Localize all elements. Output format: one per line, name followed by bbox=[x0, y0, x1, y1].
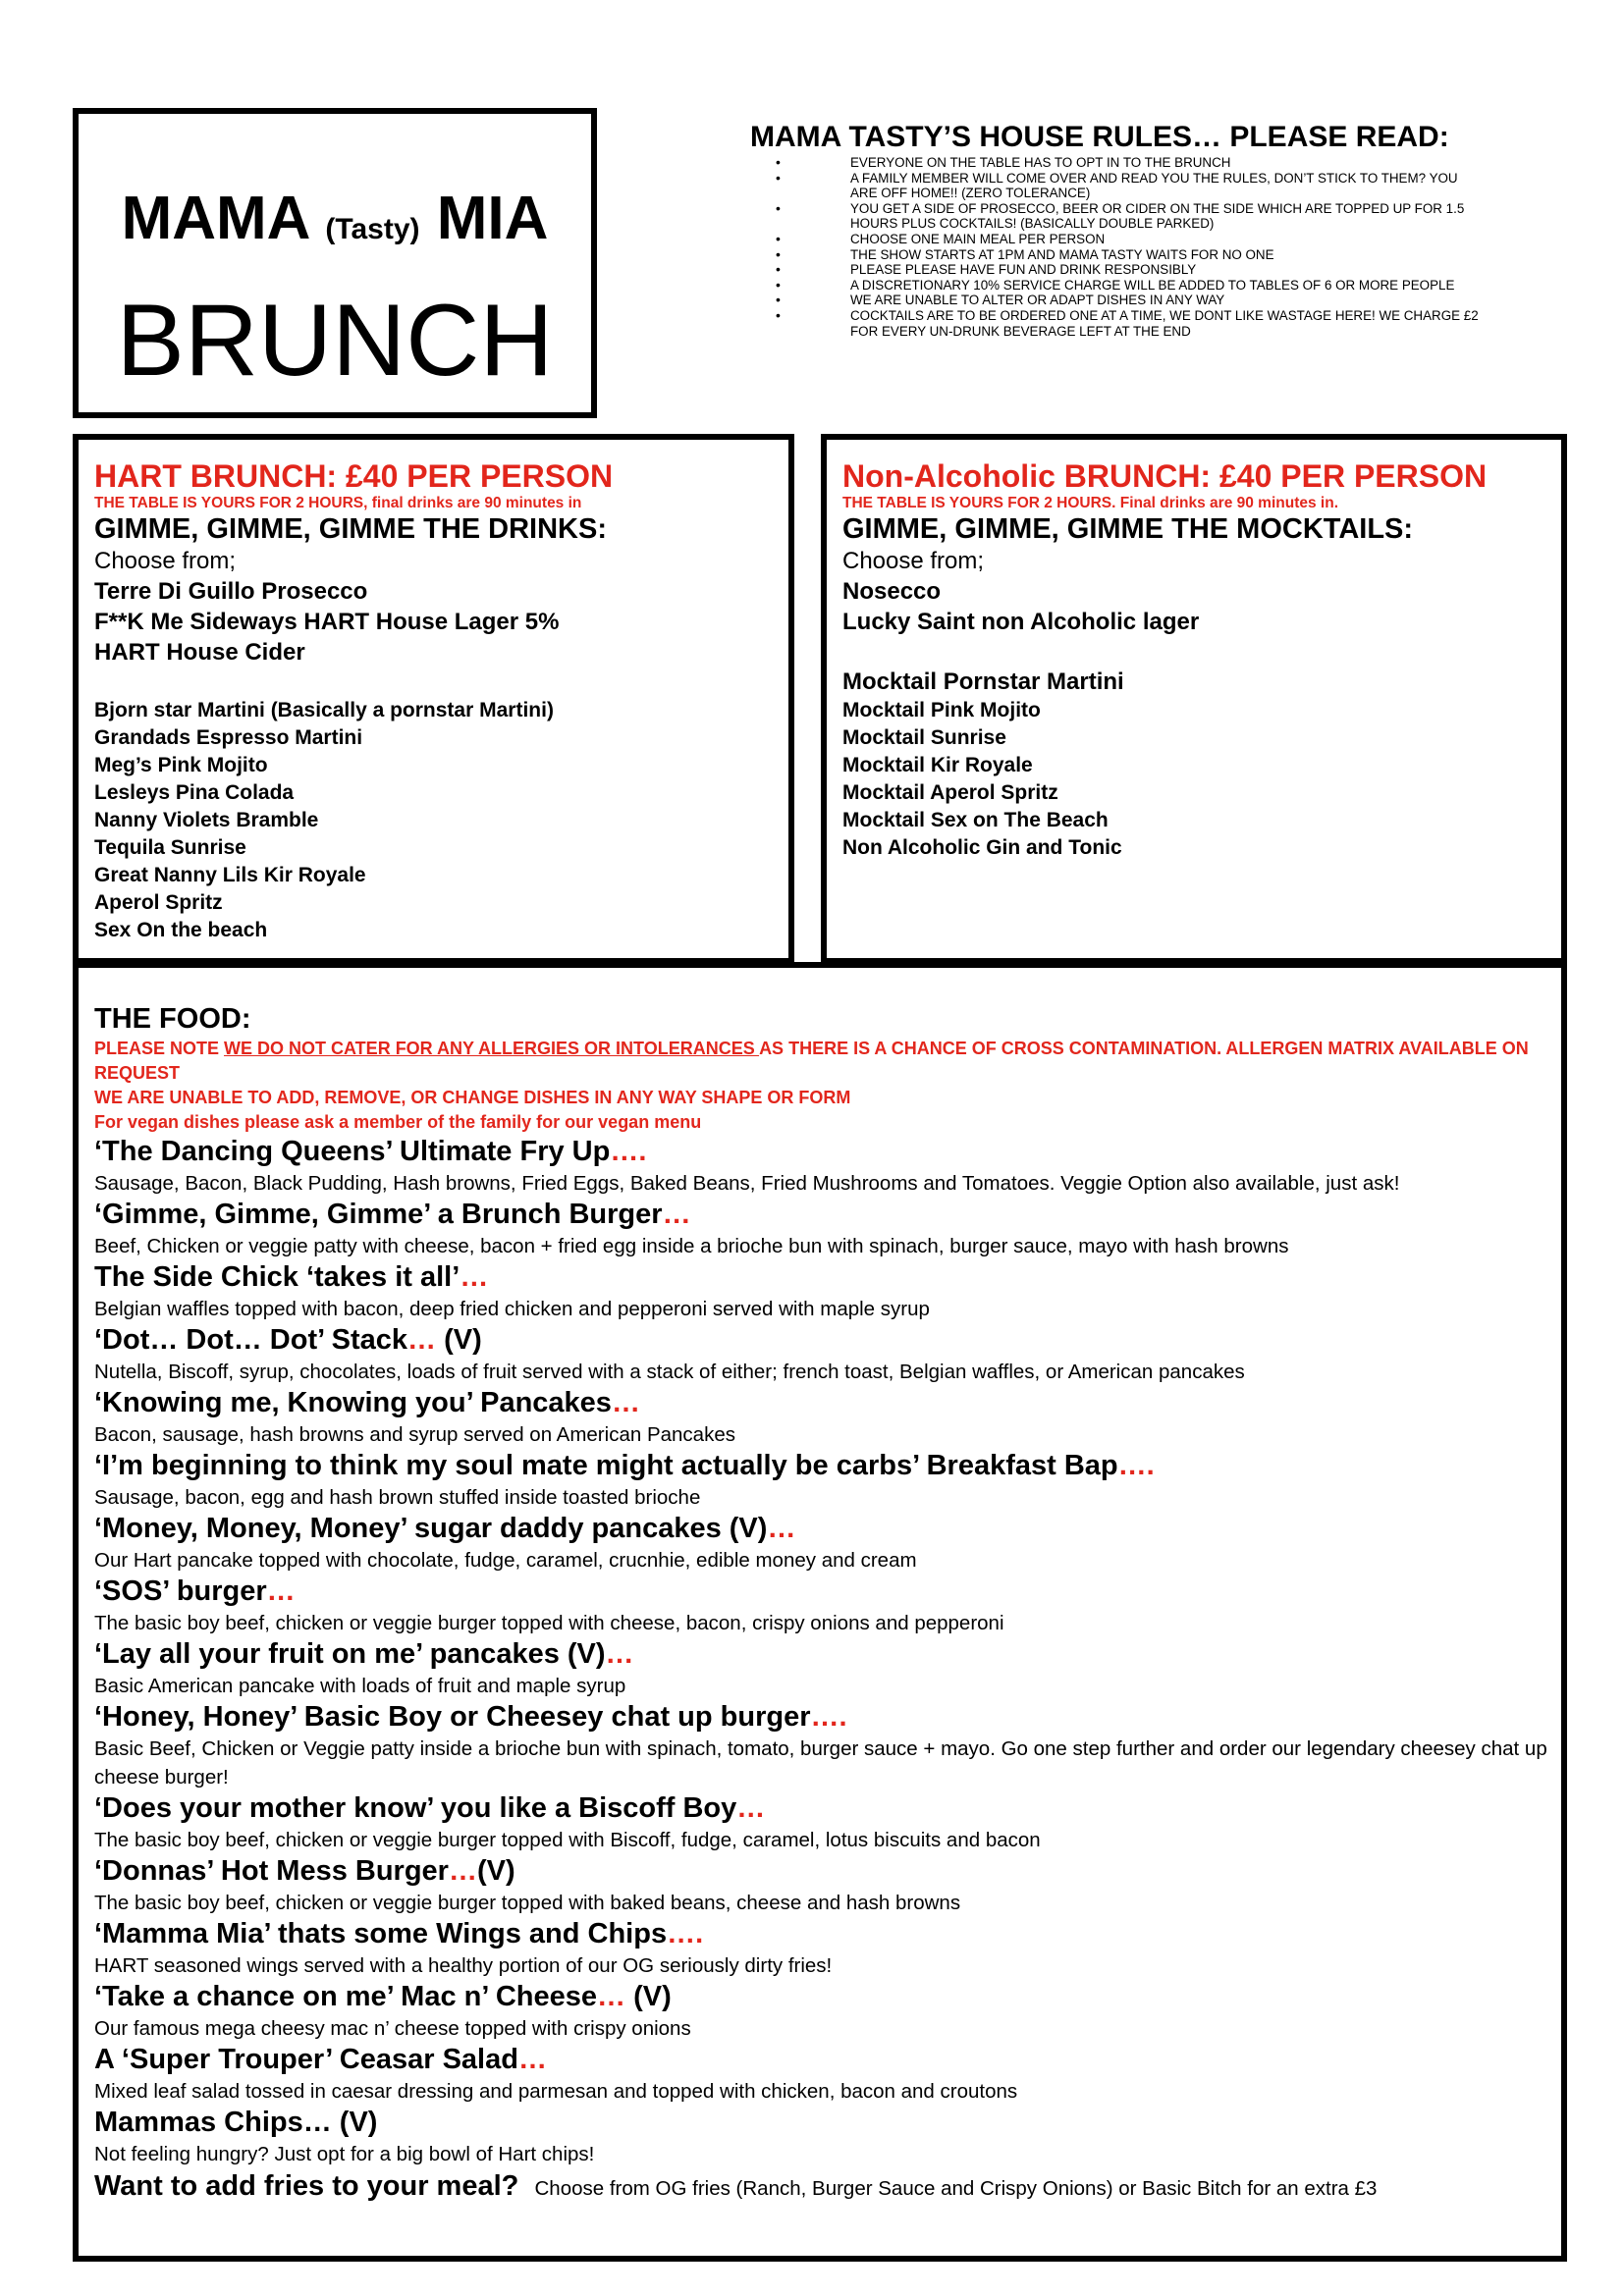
mocktails-title: GIMME, GIMME, GIMME THE MOCKTAILS: bbox=[842, 513, 1414, 545]
dish-title: ‘Donnas’ Hot Mess Burger bbox=[94, 1855, 449, 1887]
dish-description: Basic Beef, Chicken or Veggie patty inside a brioche bun with spinach, tomato, burger sauce + mayo. Go one step further and order our legendary cheesey chat up cheese burger! bbox=[94, 1737, 1547, 1789]
cocktail-item: Aperol Spritz bbox=[94, 891, 223, 914]
title-brunch: BRUNCH bbox=[116, 284, 554, 398]
dish-tag: (V) bbox=[436, 1324, 482, 1356]
mocktails-cocktail-list bbox=[842, 697, 1549, 862]
dish-ellipsis: … bbox=[611, 1387, 640, 1418]
house-rule-item: • A DISCRETIONARY 10% SERVICE CHARGE WILL BE ADDED TO TABLES OF 6 OR MORE PEOPLE bbox=[746, 278, 1479, 294]
cocktail-item: Great Nanny Lils Kir Royale bbox=[94, 864, 366, 886]
house-rule-item: • YOU GET A SIDE OF PROSECCO, BEER OR CIDER ON THE SIDE WHICH ARE TOPPED UP FOR 1.5 HOURS PLUS COCKTAILS! (BASICALLY DOUBLE PARKED) bbox=[746, 201, 1479, 232]
cocktail-item: Lesleys Pina Colada bbox=[94, 781, 295, 804]
dish-description: HART seasoned wings served with a healthy portion of our OG seriously dirty fries! bbox=[94, 1954, 833, 1977]
dish-description: Our famous mega cheesy mac n’ cheese topped with crispy onions bbox=[94, 2017, 691, 2040]
dish-name bbox=[94, 1323, 1549, 1358]
dish-ellipsis: … bbox=[605, 1638, 634, 1670]
house-rules bbox=[746, 120, 1532, 339]
cocktail-item: Grandads Espresso Martini bbox=[94, 726, 363, 749]
drinks-box bbox=[73, 434, 794, 964]
house-rule-item: • EVERYONE ON THE TABLE HAS TO OPT IN TO THE BRUNCH bbox=[746, 155, 1479, 171]
dish-title: ‘Gimme, Gimme, Gimme’ a Brunch Burger bbox=[94, 1199, 663, 1230]
mocktail-item: Mocktail Aperol Spritz bbox=[842, 781, 1058, 804]
dish-name bbox=[94, 1637, 1549, 1672]
cocktail-item: Meg’s Pink Mojito bbox=[94, 754, 268, 776]
dish-ellipsis: … bbox=[460, 1261, 489, 1293]
mocktail-drink-item: Nosecco bbox=[842, 578, 942, 605]
house-rule-item: • THE SHOW STARTS AT 1PM AND MAMA TASTY WAITS FOR NO ONE bbox=[746, 247, 1479, 263]
title-tasty: (Tasty) bbox=[325, 213, 420, 245]
house-rules-heading: MAMA TASTY’S HOUSE RULES… PLEASE READ: bbox=[750, 121, 1449, 153]
dish-name bbox=[94, 1575, 1549, 1609]
dish-title: ‘Take a chance on me’ Mac n’ Cheese bbox=[94, 1981, 598, 2012]
title-box bbox=[73, 108, 597, 418]
dish-ellipsis: … bbox=[767, 1513, 796, 1544]
dish-ellipsis: …. bbox=[667, 1918, 704, 1949]
dish-ellipsis: … bbox=[597, 1981, 626, 2012]
dish-name bbox=[94, 1917, 1549, 1951]
dish-name bbox=[94, 1791, 1549, 1826]
dish-name bbox=[94, 1198, 1549, 1232]
house-rule-item: • COCKTAILS ARE TO BE ORDERED ONE AT A TIME, WE DONT LIKE WASTAGE HERE! WE CHARGE £2 FOR EVERY UN-DRUNK BEVERAGE LEFT AT THE END bbox=[746, 308, 1479, 339]
dish-ellipsis: …. bbox=[1117, 1450, 1155, 1481]
dish-name bbox=[94, 1854, 1549, 1889]
dish-description: Basic American pancake with loads of fruit and maple syrup bbox=[94, 1675, 626, 1697]
house-rule-item: • PLEASE PLEASE HAVE FUN AND DRINK RESPONSIBLY bbox=[746, 262, 1479, 278]
dish-description: Not feeling hungry? Just opt for a big bowl of Hart chips! bbox=[94, 2143, 595, 2165]
dish-description: Bacon, sausage, hash browns and syrup served on American Pancakes bbox=[94, 1423, 735, 1446]
house-rule-item: • A FAMILY MEMBER WILL COME OVER AND READ YOU THE RULES, DON’T STICK TO THEM? YOU ARE OFF HOME!! (ZERO TOLERANCE) bbox=[746, 171, 1479, 201]
mocktails-choose: Choose from; bbox=[842, 548, 985, 574]
add-fries bbox=[94, 2168, 1549, 2207]
dish-ellipsis: …. bbox=[810, 1701, 847, 1733]
dish-title: ‘Lay all your fruit on me’ pancakes (V) bbox=[94, 1638, 606, 1670]
dish-description: The basic boy beef, chicken or veggie burger topped with baked beans, cheese and hash browns bbox=[94, 1892, 961, 1914]
drinks-cocktail-list bbox=[94, 697, 777, 944]
dish-name bbox=[94, 2106, 1549, 2140]
dish-description: Sausage, Bacon, Black Pudding, Hash browns, Fried Eggs, Baked Beans, Fried Mushrooms and Tomatoes. Veggie Option also available, just ask! bbox=[94, 1172, 1400, 1195]
mocktail-item: Mocktail Sunrise bbox=[842, 726, 1006, 749]
cocktail-item: Sex On the beach bbox=[94, 919, 268, 941]
dish-description: Mixed leaf salad tossed in caesar dressing and parmesan and topped with chicken, bacon and croutons bbox=[94, 2080, 1018, 2103]
dish-description: Beef, Chicken or veggie patty with cheese, bacon + fried egg inside a brioche bun with spinach, burger sauce, mayo with hash browns bbox=[94, 1235, 1289, 1257]
dish-description: Belgian waffles topped with bacon, deep fried chicken and pepperoni served with maple syrup bbox=[94, 1298, 930, 1320]
dish-title: ‘SOS’ burger bbox=[94, 1575, 267, 1607]
mocktail-item: Non Alcoholic Gin and Tonic bbox=[842, 836, 1122, 859]
house-rule-item: • CHOOSE ONE MAIN MEAL PER PERSON bbox=[746, 232, 1479, 247]
dish-name bbox=[94, 1512, 1549, 1546]
mocktail-item: Mocktail Pink Mojito bbox=[842, 699, 1041, 721]
dish-description: Sausage, bacon, egg and hash brown stuffed inside toasted brioche bbox=[94, 1486, 701, 1509]
dish-name bbox=[94, 1135, 1549, 1169]
food-box bbox=[73, 962, 1567, 2262]
dish-title: ‘Does your mother know’ you like a Biscoff Boy bbox=[94, 1792, 737, 1824]
title-line1 bbox=[79, 185, 591, 264]
dish-title: ‘Knowing me, Knowing you’ Pancakes bbox=[94, 1387, 612, 1418]
no-changes-notice: WE ARE UNABLE TO ADD, REMOVE, OR CHANGE DISHES IN ANY WAY SHAPE OR FORM bbox=[94, 1088, 851, 1107]
dish-title: ‘Mamma Mia’ thats some Wings and Chips bbox=[94, 1918, 668, 1949]
drinks-choose: Choose from; bbox=[94, 548, 237, 574]
drink-item: HART House Cider bbox=[94, 639, 305, 666]
dish-title: ‘The Dancing Queens’ Ultimate Fry Up bbox=[94, 1136, 611, 1167]
dish-title: ‘Honey, Honey’ Basic Boy or Cheesey chat up burger bbox=[94, 1701, 811, 1733]
dish-ellipsis: … bbox=[448, 1855, 477, 1887]
dish-title: ‘I’m beginning to think my soul mate might actually be carbs’ Breakfast Bap bbox=[94, 1450, 1118, 1481]
dish-description: Nutella, Biscoff, syrup, chocolates, loads of fruit served with a stack of either; french toast, Belgian waffles, or American pancakes bbox=[94, 1361, 1245, 1383]
mocktail-item: Mocktail Sex on The Beach bbox=[842, 809, 1109, 831]
dish-ellipsis: … bbox=[736, 1792, 766, 1824]
add-fries-question: Want to add fries to your meal? bbox=[94, 2170, 519, 2202]
mocktails-subheading: THE TABLE IS YOURS FOR 2 HOURS. Final drinks are 90 minutes in. bbox=[842, 495, 1338, 511]
drinks-main-list bbox=[94, 576, 777, 667]
drink-item: F**K Me Sideways HART House Lager 5% bbox=[94, 609, 560, 635]
food-title: THE FOOD: bbox=[94, 1003, 251, 1035]
dish-description: The basic boy beef, chicken or veggie burger topped with Biscoff, fudge, caramel, lotus biscuits and bacon bbox=[94, 1829, 1041, 1851]
drink-item: Terre Di Guillo Prosecco bbox=[94, 578, 368, 605]
dish-title: ‘Dot… Dot… Dot’ Stack bbox=[94, 1324, 408, 1356]
dish-name bbox=[94, 1980, 1549, 2014]
dish-list bbox=[94, 1135, 1549, 2168]
mocktails-heading: Non-Alcoholic BRUNCH: £40 PER PERSON bbox=[842, 458, 1488, 494]
dish-tag: (V) bbox=[625, 1981, 672, 2012]
title-mama: MAMA bbox=[121, 185, 309, 252]
dish-ellipsis: … bbox=[266, 1575, 296, 1607]
dish-name bbox=[94, 1260, 1549, 1295]
vegan-notice: For vegan dishes please ask a member of the family for our vegan menu bbox=[94, 1112, 702, 1132]
mocktail-drink-item: Lucky Saint non Alcoholic lager bbox=[842, 609, 1200, 635]
dish-name bbox=[94, 2043, 1549, 2077]
drinks-heading: HART BRUNCH: £40 PER PERSON bbox=[94, 458, 614, 494]
allergy-notice: PLEASE NOTE WE DO NOT CATER FOR ANY ALLERGIES OR INTOLERANCES AS THERE IS A CHANCE OF CROSS CONTAMINATION. ALLERGEN MATRIX AVAILABLE ON REQUEST bbox=[94, 1039, 1529, 1083]
add-fries-description: Choose from OG fries (Ranch, Burger Sauce and Crispy Onions) or Basic Bitch for an extra £3 bbox=[534, 2177, 1378, 2200]
dish-title: The Side Chick ‘takes it all’ bbox=[94, 1261, 460, 1293]
mocktail-item: Mocktail Kir Royale bbox=[842, 754, 1033, 776]
house-rule-item: • WE ARE UNABLE TO ALTER OR ADAPT DISHES IN ANY WAY bbox=[746, 293, 1479, 308]
cocktail-item: Bjorn star Martini (Basically a pornstar Martini) bbox=[94, 699, 554, 721]
cocktail-item: Nanny Violets Bramble bbox=[94, 809, 319, 831]
mocktails-box bbox=[821, 434, 1567, 964]
dish-name bbox=[94, 1449, 1549, 1483]
drinks-title: GIMME, GIMME, GIMME THE DRINKS: bbox=[94, 513, 607, 545]
house-rules-list bbox=[746, 155, 1532, 339]
drinks-subheading: THE TABLE IS YOURS FOR 2 HOURS, final drinks are 90 minutes in bbox=[94, 495, 582, 511]
dish-ellipsis: …. bbox=[610, 1136, 647, 1167]
dish-ellipsis: … bbox=[407, 1324, 437, 1356]
mocktails-main-list bbox=[842, 576, 1549, 637]
dish-description: Our Hart pancake topped with chocolate, fudge, caramel, crucnhie, edible money and cream bbox=[94, 1549, 917, 1572]
dish-description: The basic boy beef, chicken or veggie burger topped with cheese, bacon, crispy onions and pepperoni bbox=[94, 1612, 1004, 1634]
dish-name bbox=[94, 1386, 1549, 1420]
dish-title: ‘Money, Money, Money’ sugar daddy pancakes (V) bbox=[94, 1513, 768, 1544]
dish-ellipsis: … bbox=[517, 2044, 547, 2075]
mocktails-featured: Mocktail Pornstar Martini bbox=[842, 668, 1124, 695]
dish-name bbox=[94, 1700, 1549, 1735]
cocktail-item: Tequila Sunrise bbox=[94, 836, 246, 859]
dish-tag: (V) bbox=[476, 1855, 515, 1887]
dish-title: Mammas Chips… (V) bbox=[94, 2107, 378, 2138]
title-mia: MIA bbox=[436, 185, 549, 252]
dish-title: A ‘Super Trouper’ Ceasar Salad bbox=[94, 2044, 518, 2075]
dish-ellipsis: … bbox=[662, 1199, 691, 1230]
